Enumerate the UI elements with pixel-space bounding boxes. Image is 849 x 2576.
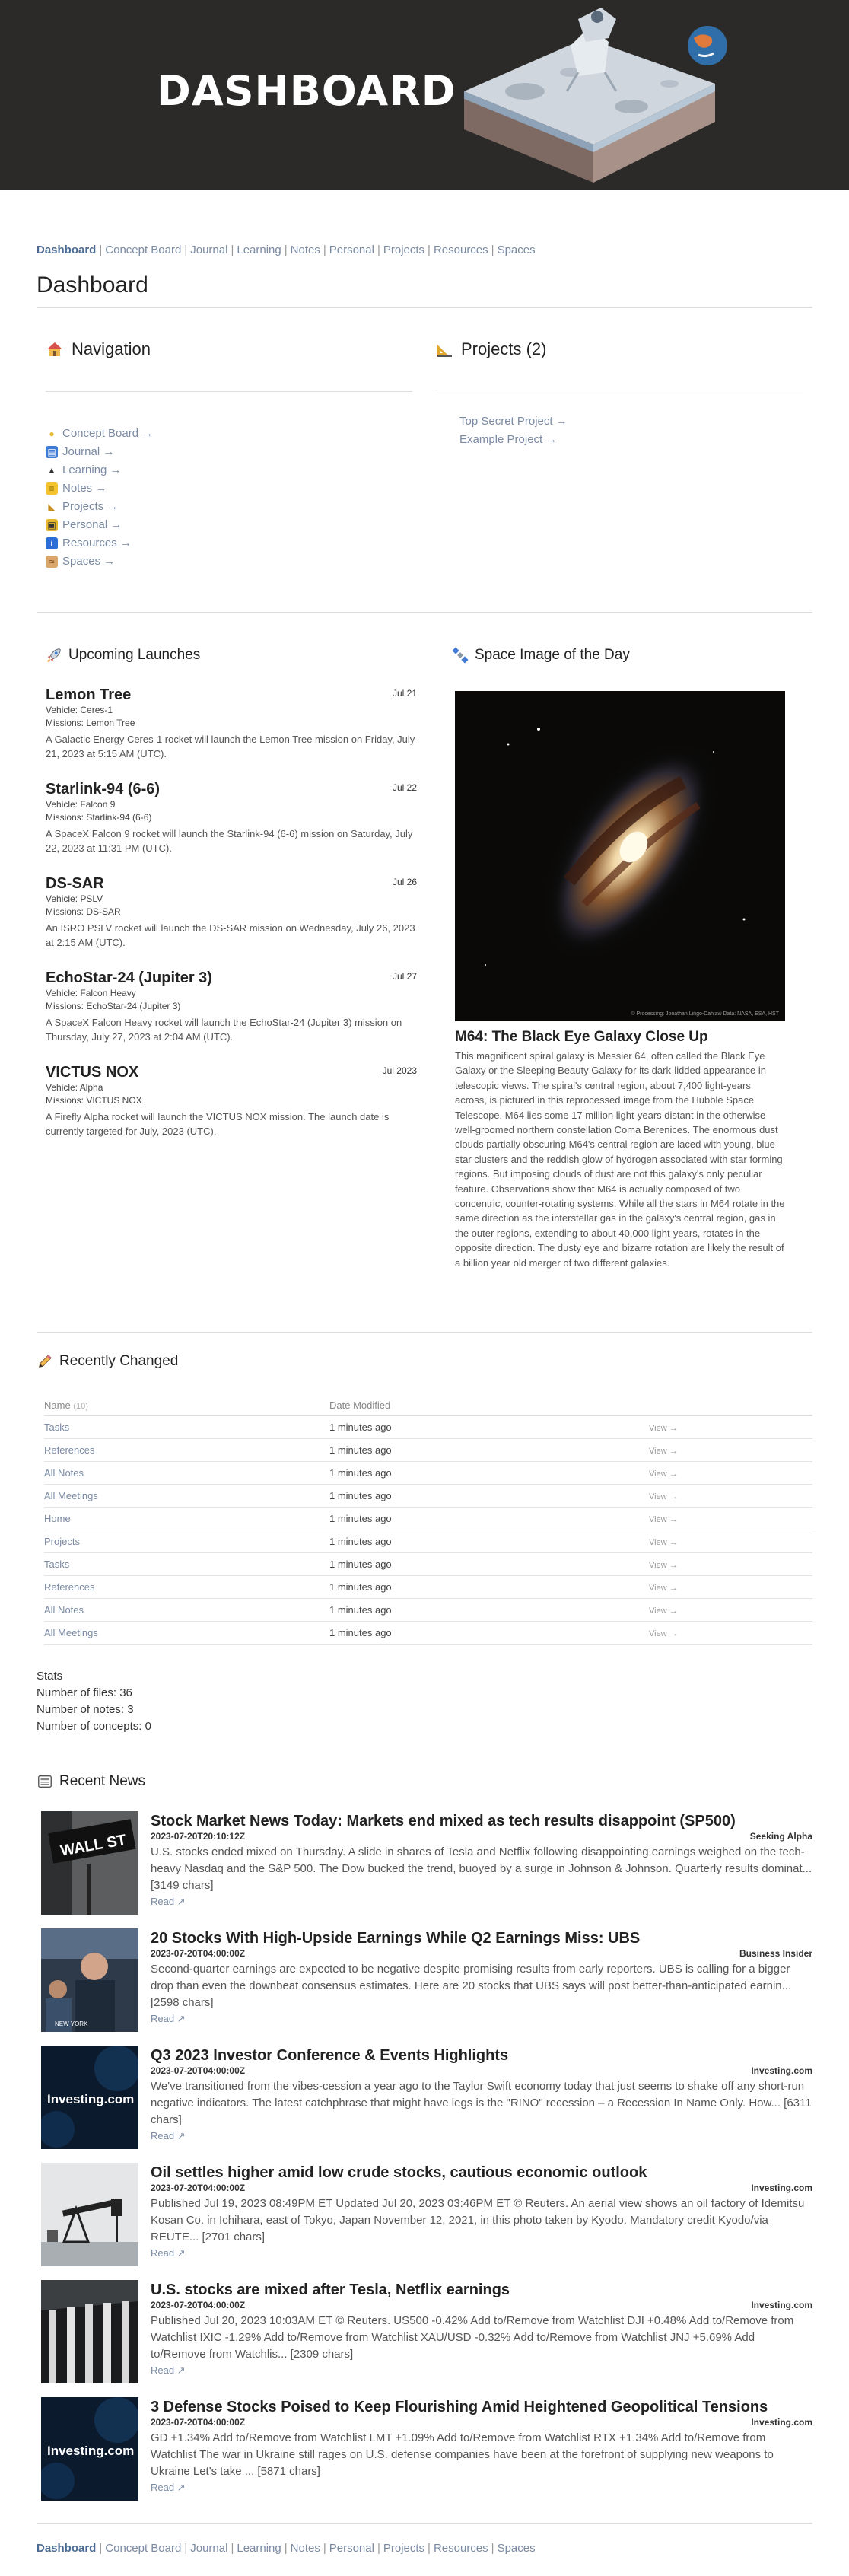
news-item [41, 1811, 812, 1916]
launch-item [46, 1064, 417, 1138]
table-row [44, 1530, 812, 1552]
projects-list [459, 412, 568, 449]
recently-changed-table [44, 1396, 812, 1645]
thumbnail-caption: Investing.com [47, 2092, 135, 2106]
breadcrumb-learning[interactable]: Learning [237, 244, 281, 256]
view-link[interactable]: View → [649, 1560, 678, 1570]
notebook-icon: ▤ [46, 446, 58, 458]
news-description: We've transitioned from the vibes-cession a year ago to the Taylor Swift economy today that just seems to shake off any short-run negative indicators. The latest catchphrase that might have legs is the "RINO" recession – a Recession In Name Only. How... [6311 chars] [151, 2080, 812, 2126]
launch-item [46, 875, 417, 950]
file-link[interactable]: Tasks [44, 1558, 70, 1570]
modified-date: 1 minutes ago [329, 1530, 649, 1552]
news-source: Investing.com [751, 2417, 812, 2428]
launch-vehicle: Vehicle: PSLV [46, 893, 103, 904]
breadcrumb-notes[interactable]: Notes [290, 2542, 320, 2555]
news-date: 2023-07-20T04:00:00Z [151, 2300, 246, 2310]
nav-item-personal[interactable] [46, 516, 153, 534]
nav-link[interactable]: Resources → [62, 537, 132, 549]
launch-vehicle: Vehicle: Falcon Heavy [46, 988, 136, 998]
news-heading-text: Recent News [59, 1773, 145, 1789]
breadcrumb-spaces[interactable]: Spaces [497, 244, 536, 256]
info-icon: i [46, 537, 58, 549]
project-item[interactable] [459, 412, 568, 431]
stats-files: Number of files: 36 [37, 1686, 132, 1699]
breadcrumb-notes[interactable]: Notes [290, 244, 320, 256]
navigation-list [46, 425, 153, 571]
modified-date: 1 minutes ago [329, 1461, 649, 1484]
thumbnail-caption: WALL ST [59, 1831, 128, 1860]
projects-heading [435, 339, 546, 359]
stats-block [37, 1668, 151, 1735]
breadcrumb-dashboard[interactable]: Dashboard [37, 244, 97, 256]
project-link[interactable]: Top Secret Project → [459, 415, 568, 428]
note-icon: ≡ [46, 482, 58, 495]
read-link[interactable]: Read ↗ [151, 2130, 186, 2141]
news-heading [37, 1773, 145, 1790]
stock-exchange-facade-image [41, 2280, 138, 2383]
launch-item [46, 781, 417, 855]
nav-link[interactable]: Notes → [62, 482, 107, 495]
nav-item-projects[interactable] [46, 498, 153, 516]
file-link[interactable]: References [44, 1444, 95, 1456]
read-link[interactable]: Read ↗ [151, 2247, 186, 2259]
launch-vehicle: Vehicle: Alpha [46, 1082, 103, 1093]
table-row [44, 1575, 812, 1598]
news-title[interactable]: U.S. stocks are mixed after Tesla, Netflix earnings [151, 2281, 510, 2298]
file-count: (10) [73, 1402, 88, 1412]
news-thumbnail[interactable] [41, 2280, 138, 2383]
news-description: Second-quarter earnings are expected to be negative despite promising results from early reporters. UBS is calling for a bigger drop than even the downbeat consensus estimates. Here are 20 stocks that UBS says will post better-than-anticipated earnin... [2598 chars] [151, 1963, 792, 2009]
news-item [41, 2163, 812, 2268]
navigation-heading-text: Navigation [72, 339, 151, 358]
news-body [151, 2046, 812, 2142]
graduation-cap-icon: ▲ [47, 465, 56, 476]
news-date: 2023-07-20T04:00:00Z [151, 1948, 246, 1959]
image-credit: © Processing: Jonathan Lingo-Dahlaw Data: NASA, ESA, HST [631, 1011, 779, 1017]
table-row [44, 1415, 812, 1438]
lightbulb-icon: ● [49, 428, 55, 439]
news-description: U.S. stocks ended mixed on Thursday. A slide in shares of Tesla and Netflix following disappointing earnings weighed on the tech-heavy Nasdaq and the S&P 500. The Dow bucked the trend, buoyed by a surge in Johnson & Johnson. Quarterly results dominat... [3149 chars] [151, 1845, 812, 1892]
modified-date: 1 minutes ago [329, 1575, 649, 1598]
view-link[interactable]: View → [649, 1606, 678, 1616]
launch-name: Starlink-94 (6-6) [46, 781, 161, 798]
news-body [151, 2397, 812, 2494]
launch-missions: Missions: EchoStar-24 (Jupiter 3) [46, 1001, 181, 1011]
launch-date: Jul 21 [392, 688, 417, 699]
read-link[interactable]: Read ↗ [151, 2013, 186, 2024]
navigation-heading [46, 339, 151, 359]
breadcrumb-projects[interactable]: Projects [383, 244, 425, 256]
news-item [41, 2280, 812, 2385]
breadcrumb-resources[interactable]: Resources [433, 244, 488, 256]
breadcrumb-spaces[interactable]: Spaces [497, 2542, 536, 2555]
divider [37, 1332, 812, 1333]
nav-link[interactable]: Spaces → [62, 555, 116, 568]
breadcrumb-learning[interactable]: Learning [237, 2542, 281, 2555]
launch-name: VICTUS NOX [46, 1064, 139, 1081]
modified-date: 1 minutes ago [329, 1621, 649, 1644]
news-thumbnail[interactable] [41, 1811, 138, 1915]
news-body [151, 1928, 812, 2025]
file-link[interactable]: Home [44, 1512, 71, 1524]
table-row [44, 1621, 812, 1644]
wall-street-sign-image [41, 1811, 138, 1915]
file-link[interactable]: All Meetings [44, 1626, 98, 1638]
view-link[interactable]: View → [649, 1492, 678, 1501]
news-source: Business Insider [739, 1948, 812, 1959]
nav-link[interactable]: Personal → [62, 518, 122, 531]
launch-item [46, 686, 417, 761]
external-link-icon: ↗ [176, 2013, 186, 2024]
table-row [44, 1507, 812, 1530]
external-link-icon: ↗ [176, 2247, 186, 2259]
triangle-ruler-icon [435, 340, 453, 358]
view-link[interactable]: View → [649, 1469, 678, 1479]
file-link[interactable]: All Notes [44, 1603, 84, 1616]
banner [0, 0, 849, 190]
house-icon [46, 340, 64, 358]
file-link[interactable]: All Notes [44, 1466, 84, 1479]
nav-item-learning[interactable] [46, 461, 153, 479]
modified-date: 1 minutes ago [329, 1598, 649, 1621]
breadcrumb: Dashboard | Concept Board | Journal | Learning | Notes | Personal | Projects | Resources | Spaces [37, 244, 536, 256]
breadcrumb-journal[interactable]: Journal [190, 2542, 228, 2555]
triangle-ruler-icon: ◣ [48, 502, 56, 512]
table-row [44, 1552, 812, 1575]
isometric-moon-base-illustration [456, 0, 746, 190]
launch-description: A Galactic Energy Ceres-1 rocket will launch the Lemon Tree mission on Friday, July 21, 2023 at 5:15 AM (UTC). [46, 734, 415, 759]
launches-heading [46, 647, 200, 664]
launch-name: DS-SAR [46, 875, 104, 892]
news-date: 2023-07-20T04:00:00Z [151, 2417, 246, 2428]
apod-title: M64: The Black Eye Galaxy Close Up [455, 1029, 708, 1045]
news-body [151, 1811, 812, 1908]
nav-item-concept-board[interactable] [46, 425, 153, 443]
column-header-actions [649, 1396, 812, 1415]
column-header-name[interactable]: Name (10) [44, 1396, 329, 1415]
apod-heading [452, 647, 630, 664]
breadcrumb-projects[interactable]: Projects [383, 2542, 425, 2555]
news-body [151, 2163, 812, 2259]
apod-description: This magnificent spiral galaxy is Messier 64, often called the Black Eye Galaxy or the Sleeping Beauty Galaxy for its dark-lidded appearance in telescopic views. The spiral's central region, about 7,400 light-years across, is pictured in this reprocessed image from the Hubble Space Telescope. M64 lies some 17 million light-years distant in the otherwise well-groomed northern constellation Coma Berenices. The enormous dust clouds partially obscuring M64's central region are laced with young, blue star clusters and the reddish glow of hydrogen associated with star forming regions. But imposing clouds of dust are not this galaxy's only peculiar feature. Observations show that M64 is actually composed of two concentric, counter-rotating systems. While all the stars in M64 rotate in the same direction as the interstellar gas in the galaxy's central region, gas in the outer regions, extending to about 40,000 light-years, rotates in the opposite direction. The dusty eye and bizarre rotation are likely the result of a billion year old merger of two different galaxies. [455, 1050, 785, 1269]
divider [37, 612, 812, 613]
file-link[interactable]: Tasks [44, 1421, 70, 1433]
nav-link[interactable]: Learning → [62, 463, 122, 476]
pencil-icon [37, 1353, 53, 1370]
news-meta [151, 1948, 812, 1960]
page-title: Dashboard [37, 272, 148, 298]
news-source: Investing.com [751, 2183, 812, 2193]
table-header-row [44, 1396, 812, 1415]
view-link[interactable]: View → [649, 1514, 678, 1524]
external-link-icon: ↗ [176, 2130, 186, 2141]
rocket-icon [46, 647, 62, 664]
launch-description: An ISRO PSLV rocket will launch the DS-SAR mission on Wednesday, July 26, 2023 at 2:15 AM (UTC). [46, 922, 415, 948]
news-item [41, 2397, 812, 2502]
apod-heading-text: Space Image of the Day [475, 647, 630, 663]
news-source: Investing.com [751, 2300, 812, 2310]
news-date: 2023-07-20T04:00:00Z [151, 2183, 246, 2193]
stats-notes: Number of notes: 3 [37, 1703, 134, 1716]
news-meta [151, 2183, 812, 2195]
launch-vehicle: Vehicle: Falcon 9 [46, 799, 116, 810]
galaxy-image [455, 691, 785, 1021]
news-meta [151, 2417, 812, 2429]
stats-concepts: Number of concepts: 0 [37, 1720, 151, 1733]
nav-item-notes[interactable] [46, 479, 153, 498]
news-date: 2023-07-20T04:00:00Z [151, 2065, 246, 2076]
view-link[interactable]: View → [649, 1537, 678, 1547]
launch-name: Lemon Tree [46, 686, 132, 703]
external-link-icon: ↗ [176, 2482, 186, 2493]
trader-photo-image [41, 1928, 138, 2032]
news-item [41, 1928, 812, 2033]
file-link[interactable]: Projects [44, 1535, 80, 1547]
divider [37, 307, 812, 308]
newspaper-icon [37, 1773, 53, 1790]
launch-vehicle: Vehicle: Ceres-1 [46, 705, 113, 715]
breadcrumb-journal[interactable]: Journal [190, 244, 228, 256]
nav-link[interactable]: Concept Board → [62, 427, 154, 440]
nav-link[interactable]: Projects → [62, 500, 119, 513]
breadcrumb-dashboard[interactable]: Dashboard [37, 2542, 97, 2555]
modified-date: 1 minutes ago [329, 1438, 649, 1461]
news-title[interactable]: Q3 2023 Investor Conference & Events Highlights [151, 2047, 509, 2064]
news-title[interactable]: 3 Defense Stocks Poised to Keep Flourishing Amid Heightened Geopolitical Tensions [151, 2399, 768, 2415]
galaxy-image-art [455, 691, 785, 1021]
breadcrumb-concept-board[interactable]: Concept Board [105, 244, 182, 256]
stats-heading: Stats [37, 1670, 63, 1683]
nav-item-journal[interactable] [46, 443, 153, 461]
launch-name: EchoStar-24 (Jupiter 3) [46, 970, 212, 986]
view-link[interactable]: View → [649, 1629, 678, 1638]
news-description: GD +1.34% Add to/Remove from Watchlist LMT +1.09% Add to/Remove from Watchlist RTX +1.34% Add to/Remove from Watchlist The war in Ukraine still rages on U.S. defense companies have been at the forefront of supplying new weapons to Ukraine Let's take ... [5871 chars] [151, 2431, 774, 2478]
projects-heading-text: Projects (2) [461, 339, 547, 358]
news-meta [151, 1831, 812, 1843]
read-link[interactable]: Read ↗ [151, 2364, 186, 2376]
recently-changed-heading-text: Recently Changed [59, 1353, 179, 1369]
nav-item-spaces[interactable] [46, 552, 153, 571]
breadcrumb-personal[interactable]: Personal [329, 244, 374, 256]
launch-description: A SpaceX Falcon 9 rocket will launch the Starlink-94 (6-6) mission on Saturday, July 22, 2023 at 11:31 PM (UTC). [46, 828, 413, 854]
news-description: Published Jul 20, 2023 10:03AM ET © Reuters. US500 -0.42% Add to/Remove from Watchlist DJI +0.48% Add to/Remove from Watchlist IXIC -1.29% Add to/Remove from Watchlist XAU/USD -0.32% Add to/Remove from Watchlist JNJ +5.69% Add to/Remove from Watchlis... [2309 chars] [151, 2314, 794, 2361]
news-description: Published Jul 19, 2023 08:49PM ET Updated Jul 20, 2023 03:46PM ET © Reuters. An aerial view shows an oil factory of Idemitsu Kosan Co. in Ichihara, east of Tokyo, Japan November 12, 2021, in this photo taken by Kyodo. Mandatory credit Kyodo/via REUTE... [2701 chars] [151, 2197, 805, 2243]
breadcrumb-personal[interactable]: Personal [329, 2542, 374, 2555]
news-thumbnail[interactable] [41, 2163, 138, 2266]
news-title[interactable]: 20 Stocks With High-Upside Earnings While Q2 Earnings Miss: UBS [151, 1930, 641, 1947]
news-date: 2023-07-20T20:10:12Z [151, 1831, 246, 1842]
launch-description: A SpaceX Falcon Heavy rocket will launch the EchoStar-24 (Jupiter 3) mission on Thursday, July 27, 2023 at 2:04 AM (UTC). [46, 1017, 402, 1043]
scroll-icon: ≈ [46, 556, 58, 568]
launch-missions: Missions: DS-SAR [46, 906, 121, 917]
footer-breadcrumb: Dashboard | Concept Board | Journal | Learning | Notes | Personal | Projects | Resources | Spaces [37, 2542, 536, 2555]
launch-date: Jul 22 [392, 782, 417, 793]
thumbnail-caption: Investing.com [47, 2444, 135, 2458]
launch-date: Jul 27 [392, 971, 417, 982]
lock-icon: ▣ [46, 519, 58, 531]
news-meta [151, 2300, 812, 2312]
read-link[interactable]: Read ↗ [151, 2482, 186, 2493]
modified-date: 1 minutes ago [329, 1484, 649, 1507]
view-link[interactable]: View → [649, 1423, 678, 1433]
breadcrumb-concept-board[interactable]: Concept Board [105, 2542, 182, 2555]
news-meta [151, 2065, 812, 2078]
table-row [44, 1461, 812, 1484]
divider [37, 2523, 812, 2524]
breadcrumb-resources[interactable]: Resources [433, 2542, 488, 2555]
project-link[interactable]: Example Project → [459, 433, 558, 446]
news-title[interactable]: Stock Market News Today: Markets end mixed as tech results disappoint (SP500) [151, 1813, 736, 1829]
nav-link[interactable]: Journal → [62, 445, 115, 458]
launch-missions: Missions: VICTUS NOX [46, 1095, 142, 1106]
external-link-icon: ↗ [176, 2364, 186, 2376]
news-item [41, 2046, 812, 2151]
launch-missions: Missions: Lemon Tree [46, 718, 135, 728]
launch-description: A Firefly Alpha rocket will launch the VICTUS NOX mission. The launch date is currently targeted for July, 2023 (UTC). [46, 1111, 390, 1137]
news-source: Seeking Alpha [749, 1831, 812, 1842]
news-body [151, 2280, 812, 2377]
launch-missions: Missions: Starlink-94 (6-6) [46, 812, 152, 823]
launch-item [46, 970, 417, 1044]
file-link[interactable]: References [44, 1581, 95, 1593]
news-thumbnail[interactable] [41, 2397, 138, 2501]
thumbnail-caption: NEW YORK [55, 2020, 88, 2027]
table-row [44, 1484, 812, 1507]
investing-logo-image [41, 2046, 138, 2149]
launch-date: Jul 26 [392, 877, 417, 887]
read-link[interactable]: Read ↗ [151, 1896, 186, 1907]
launches-heading-text: Upcoming Launches [68, 647, 201, 663]
news-thumbnail[interactable] [41, 2046, 138, 2149]
banner-title: DASHBOARD [157, 67, 456, 115]
recently-changed-heading [37, 1353, 178, 1370]
nav-item-resources[interactable] [46, 534, 153, 552]
investing-logo-image [41, 2397, 138, 2501]
view-link[interactable]: View → [649, 1583, 678, 1593]
file-link[interactable]: All Meetings [44, 1489, 98, 1501]
news-thumbnail[interactable] [41, 1928, 138, 2032]
launch-date: Jul 2023 [382, 1065, 417, 1076]
column-header-date[interactable]: Date Modified [329, 1396, 649, 1415]
modified-date: 1 minutes ago [329, 1415, 649, 1438]
divider [46, 391, 412, 392]
table-row [44, 1438, 812, 1461]
oil-pumpjack-image [41, 2163, 138, 2266]
news-source: Investing.com [751, 2065, 812, 2076]
table-row [44, 1598, 812, 1621]
news-title[interactable]: Oil settles higher amid low crude stocks, cautious economic outlook [151, 2164, 647, 2181]
external-link-icon: ↗ [176, 1896, 186, 1907]
project-item[interactable] [459, 431, 568, 449]
modified-date: 1 minutes ago [329, 1552, 649, 1575]
modified-date: 1 minutes ago [329, 1507, 649, 1530]
satellite-icon [452, 647, 469, 664]
view-link[interactable]: View → [649, 1446, 678, 1456]
